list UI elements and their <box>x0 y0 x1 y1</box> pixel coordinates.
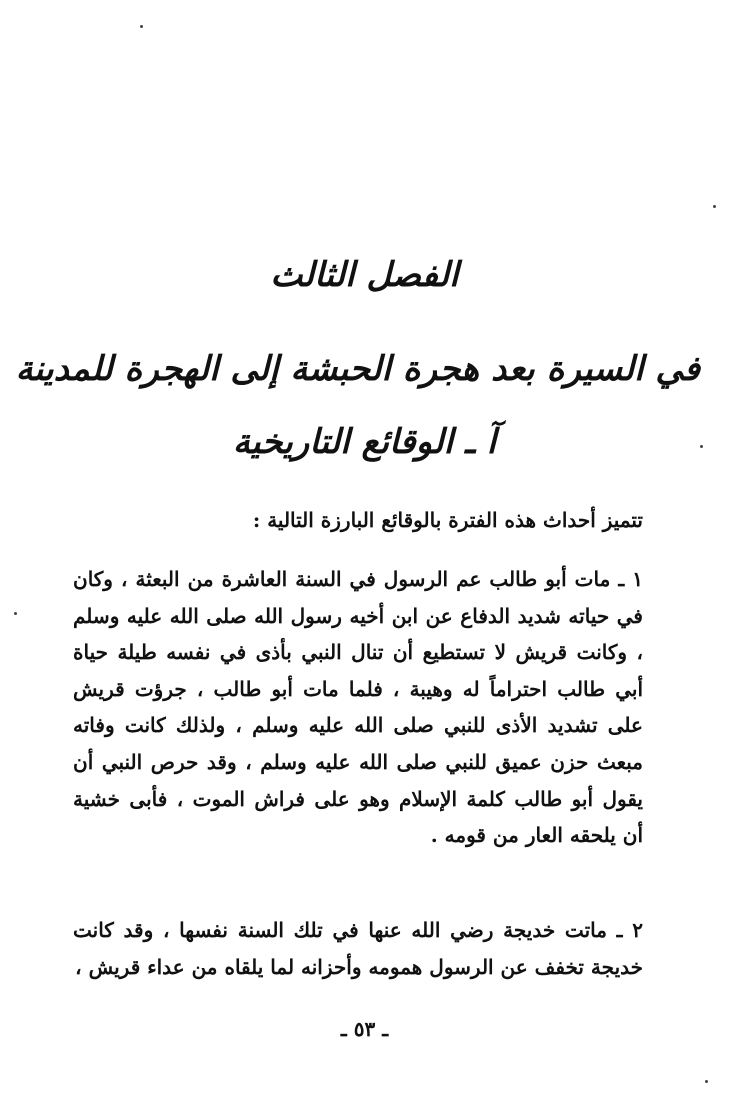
chapter-label: الفصل الثالث <box>270 255 459 295</box>
print-speck <box>713 205 716 208</box>
page-number: ـ ٥٣ ـ <box>340 1017 389 1041</box>
print-speck <box>700 445 703 448</box>
chapter-title: في السيرة بعد هجرة الحبشة إلى الهجرة للمدينة <box>15 349 700 389</box>
list-item: ١ ـ مات أبو طالب عم الرسول في السنة العاشرة من البعثة ، وكان في حياته شديد الدفاع عن ابن أخيه رسول الله صلى الله عليه وسلم ، وكانت قريش لا تستطيع أن تنال النبي بأذى في نفسه طيلة حياة أبي طالب احتراماً له وهيبة ، فلما مات أبو طالب ، جرؤت قريش على تشديد الأذى للنبي صلى الله عليه وسلم ، ولذلك كانت وفاته مبعث حزن عميق للنبي صلى الله عليه وسلم ، وقد حرص النبي أن يقول أبو طالب كلمة الإسلام وهو على فراش الموت ، فأبى خشية أن يلحقه العار من قومه . <box>73 567 643 848</box>
list-item: ٢ ـ ماتت خديجة رضي الله عنها في تلك السنة نفسها ، وقد كانت خديجة تخفف عن الرسول همومه وأحزانه لما يلقاه من عداء قريش ، <box>73 918 643 979</box>
print-speck <box>14 612 17 615</box>
print-speck <box>140 25 143 28</box>
intro-paragraph: تتميز أحداث هذه الفترة بالوقائع البارزة التالية : <box>252 508 643 532</box>
section-heading: آ ـ الوقائع التاريخية <box>232 422 497 462</box>
print-speck <box>705 1080 708 1083</box>
